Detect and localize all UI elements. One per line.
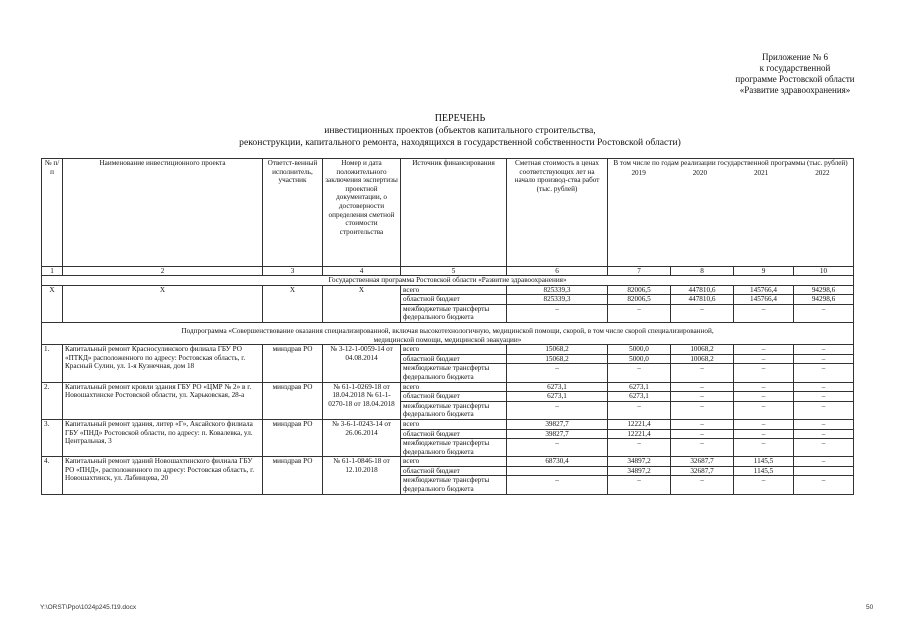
colnum: 6 (507, 267, 608, 276)
year-2019-value: 82006,5 (608, 295, 671, 305)
header-executor: Ответст-венный исполнитель, участник (263, 159, 323, 267)
year-2022-value: 94298,6 (794, 295, 854, 305)
program-row (42, 285, 854, 295)
year-2021-value: – (734, 364, 794, 382)
project-expertise: № 61-1-0846-18 от 12.10.2018 (323, 457, 401, 494)
cost-value: – (507, 364, 608, 382)
funding-source: всего (401, 345, 507, 355)
year-2021-value: – (734, 419, 794, 429)
project-number: 4. (42, 457, 63, 494)
year-2022-value: 94298,6 (794, 285, 854, 295)
project-number: Х (42, 285, 63, 322)
funding-source: всего (401, 285, 507, 295)
document-title: ПЕРЕЧЕНЬ (434, 113, 486, 124)
cost-value: 39827,7 (507, 419, 608, 429)
funding-source: всего (401, 457, 507, 467)
funding-source: межбюджетные трансферты федерального бюджета (401, 476, 507, 494)
header-year-2021: 2021 (753, 168, 769, 177)
year-2022-value: – (794, 364, 854, 382)
year-2021-value: – (734, 392, 794, 402)
cost-value: 825339,3 (507, 285, 608, 295)
project-executor: минздрав РО (263, 345, 323, 382)
project-expertise: № 3-12-1-0059-14 от 04.08.2014 (323, 345, 401, 382)
year-2021-value: 1145,5 (734, 457, 794, 467)
project-expertise: № 3-6-1-0243-14 от 26.06.2014 (323, 419, 401, 456)
year-2019-value: 82006,5 (608, 285, 671, 295)
cost-value: 68730,4 (507, 457, 608, 467)
year-2022-value: – (794, 419, 854, 429)
year-2022-value: – (794, 345, 854, 355)
year-2020-value: – (671, 476, 734, 494)
annex-line-2: к государственной (759, 63, 831, 73)
year-2020-value: – (671, 429, 734, 439)
year-2019-value: 12221,4 (608, 419, 671, 429)
year-2021-value: – (734, 382, 794, 392)
file-path: Y:\ORST\Ppo\1024p245.f19.docx (40, 604, 137, 611)
header-num: № п/п (42, 159, 63, 267)
year-2019-value: 5000,0 (608, 345, 671, 355)
year-2021-value: – (734, 304, 794, 322)
document-subtitle-2: реконструкции, капитального ремонта, находящихся в государственной собственности Ростовской области) (239, 137, 681, 148)
year-2020-value: 447810,6 (671, 295, 734, 305)
program-title-row (42, 276, 854, 286)
colnum: 10 (794, 267, 854, 276)
year-2021-value: 145766,4 (734, 295, 794, 305)
year-2019-value: 34897,2 (608, 466, 671, 476)
header-years-group: В том числе по годам реализации государственной программы (тыс. рублей) (613, 159, 848, 167)
header-expertise: Номер и дата положительного заключения экспертизы проектной документации, о достоверности определения сметной стоимости строительства (323, 159, 401, 267)
project-name: Капитальный ремонт здания, литер «Г», Аксайского филиала ГБУ «ПНД» Ростовской области, по адресу: п. Ковалевка, ул. Центральная, 3 (63, 419, 263, 456)
header-years (608, 159, 854, 267)
header-row (42, 159, 854, 267)
project-executor: минздрав РО (263, 419, 323, 456)
program-title: Государственная программа Ростовской области «Развитие здравоохранения» (42, 276, 854, 286)
document-subtitle-1: инвестиционных проектов (объектов капитального строительства, (324, 125, 596, 136)
cost-value: 15068,2 (507, 354, 608, 364)
year-2020-value: 10068,2 (671, 354, 734, 364)
project-number: 2. (42, 382, 63, 419)
year-2020-value: – (671, 364, 734, 382)
colnum: 9 (734, 267, 794, 276)
colnum: 5 (401, 267, 507, 276)
header-year-2019: 2019 (631, 168, 646, 177)
year-2022-value: – (794, 457, 854, 467)
colnum: 7 (608, 267, 671, 276)
year-2020-value: 32687,7 (671, 457, 734, 467)
colnum: 8 (671, 267, 734, 276)
annex-line-3: программе Ростовской области (735, 74, 855, 84)
year-2021-value: – (734, 476, 794, 494)
year-2020-value: 32687,7 (671, 466, 734, 476)
project-number: 3. (42, 419, 63, 456)
header-name: Наименование инвестиционного проекта (63, 159, 263, 267)
project-name: Капитальный ремонт зданий Новошахтинского филиала ГБУ РО «ПНД», расположенного по адресу: Ростовская область, г. Новошахтинск, ул. Лабинцева, 20 (63, 457, 263, 494)
year-2020-value: 10068,2 (671, 345, 734, 355)
year-2022-value: – (794, 304, 854, 322)
header-source: Источник финансирования (401, 159, 507, 267)
funding-source: всего (401, 419, 507, 429)
subprogram-title-row (42, 322, 854, 344)
year-2022-value (794, 466, 854, 476)
cost-value (507, 466, 608, 476)
cost-value: – (507, 401, 608, 419)
annex-line-1: Приложение № 6 (762, 52, 828, 62)
header-cost: Сметная стоимость в ценах соответствующих лет на начало производ-ства работ (тыс. рублей) (507, 159, 608, 267)
funding-source: областной бюджет (401, 466, 507, 476)
project-number: 1. (42, 345, 63, 382)
year-2021-value: – (734, 354, 794, 364)
year-2022-value: – (794, 354, 854, 364)
year-2019-value: – (608, 401, 671, 419)
year-2021-value: – (734, 439, 794, 457)
year-2020-value: – (671, 304, 734, 322)
colnum: 3 (263, 267, 323, 276)
header-year-2020: 2020 (692, 168, 708, 177)
year-2019-value: 5000,0 (608, 354, 671, 364)
funding-source: межбюджетные трансферты федерального бюджета (401, 401, 507, 419)
year-2020-value: – (671, 401, 734, 419)
year-2021-value: 1145,5 (734, 466, 794, 476)
project-row (42, 345, 854, 355)
investment-projects-table (41, 158, 854, 495)
project-executor: минздрав РО (263, 382, 323, 419)
header-year-2022: 2022 (815, 168, 830, 177)
project-row (42, 382, 854, 392)
cost-value: 15068,2 (507, 345, 608, 355)
colnum: 2 (63, 267, 263, 276)
year-2019-value: 34897,2 (608, 457, 671, 467)
year-2019-value: – (608, 476, 671, 494)
project-name: Х (63, 285, 263, 322)
year-2022-value: – (794, 476, 854, 494)
document-heading (150, 113, 770, 149)
year-2020-value: – (671, 382, 734, 392)
cost-value: – (507, 439, 608, 457)
year-2019-value: 12221,4 (608, 429, 671, 439)
project-name: Капитальный ремонт Красносулинского филиала ГБУ РО «ПТКД» расположенного по адресу: Ростовская область, г. Красный Сулин, ул. 1-я Кузнечная, дом 18 (63, 345, 263, 382)
colnum: 1 (42, 267, 63, 276)
funding-source: областной бюджет (401, 429, 507, 439)
year-2021-value: – (734, 345, 794, 355)
funding-source: межбюджетные трансферты федерального бюджета (401, 364, 507, 382)
cost-value: – (507, 476, 608, 494)
year-2019-value: – (608, 364, 671, 382)
cost-value: 6273,1 (507, 382, 608, 392)
project-executor: Х (263, 285, 323, 322)
funding-source: всего (401, 382, 507, 392)
cost-value: 6273,1 (507, 392, 608, 402)
funding-source: межбюджетные трансферты федерального бюджета (401, 439, 507, 457)
year-2019-value: 6273,1 (608, 382, 671, 392)
year-2022-value: – (794, 439, 854, 457)
year-2021-value: 145766,4 (734, 285, 794, 295)
year-2019-value: – (608, 304, 671, 322)
header-years-list (608, 169, 853, 178)
year-2019-value: 6273,1 (608, 392, 671, 402)
subprogram-title: Подпрограмма «Совершенствование оказания специализированной, включая высокотехнологичную, медицинской помощи, скорой, в том числе скорой специализированной, медицинской помощи, медицинской эвакуации» (42, 322, 854, 344)
project-expertise: № 61-1-0269-18 от 18.04.2018 № 61-1-0270-18 от 18.04.2018 (323, 382, 401, 419)
year-2020-value: – (671, 419, 734, 429)
year-2020-value: – (671, 392, 734, 402)
column-numbers-row (42, 267, 854, 276)
project-executor: минздрав РО (263, 457, 323, 494)
project-name: Капитальный ремонт кровли здания ГБУ РО «ЦМР № 2» в г. Новошахтинске Ростовской области, ул. Харьковская, 28-а (63, 382, 263, 419)
year-2021-value: – (734, 429, 794, 439)
annex-block (700, 52, 890, 96)
funding-source: областной бюджет (401, 295, 507, 305)
funding-source: областной бюджет (401, 392, 507, 402)
funding-source: областной бюджет (401, 354, 507, 364)
project-row (42, 419, 854, 429)
year-2022-value: – (794, 401, 854, 419)
page-number: 50 (866, 604, 874, 611)
year-2022-value: – (794, 429, 854, 439)
colnum: 4 (323, 267, 401, 276)
year-2020-value: 447810,6 (671, 285, 734, 295)
year-2022-value: – (794, 382, 854, 392)
year-2022-value: – (794, 392, 854, 402)
funding-source: межбюджетные трансферты федерального бюджета (401, 304, 507, 322)
cost-value: – (507, 304, 608, 322)
year-2020-value: – (671, 439, 734, 457)
project-expertise: Х (323, 285, 401, 322)
cost-value: 825339,3 (507, 295, 608, 305)
project-row (42, 457, 854, 467)
annex-line-4: «Развитие здравоохранения» (739, 85, 851, 95)
cost-value: 39827,7 (507, 429, 608, 439)
year-2021-value: – (734, 401, 794, 419)
year-2019-value: – (608, 439, 671, 457)
